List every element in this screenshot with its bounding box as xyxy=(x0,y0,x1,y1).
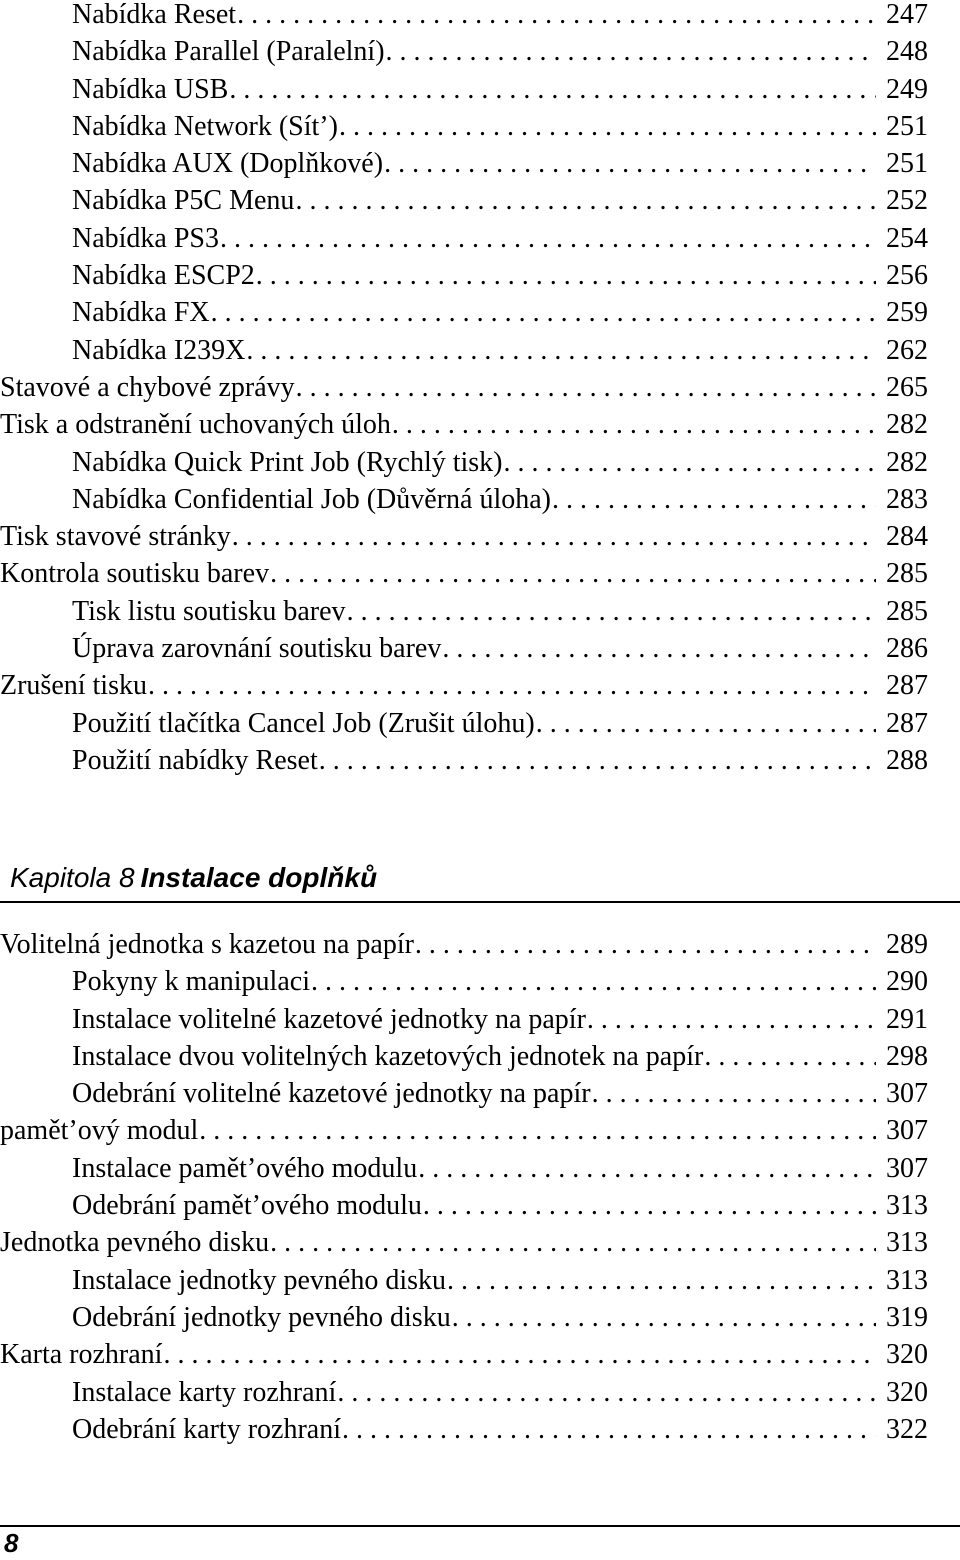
toc-entry[interactable] xyxy=(0,182,928,219)
dot-leader xyxy=(163,1336,876,1373)
toc-entry[interactable] xyxy=(0,1262,928,1299)
dot-leader xyxy=(552,481,876,518)
toc-entry[interactable] xyxy=(0,406,928,443)
toc-entry-page: 291 xyxy=(886,1003,928,1035)
toc-entry[interactable] xyxy=(0,630,928,667)
toc-entry-title: Nabídka Network (Sít’) xyxy=(72,110,338,142)
toc-entry-page: 290 xyxy=(886,966,928,998)
toc-entry-page: 322 xyxy=(886,1413,928,1445)
toc-entry-title: pamět’ový modul xyxy=(0,1115,199,1147)
toc-entry-page: 249 xyxy=(886,73,928,105)
footer-divider xyxy=(0,1525,960,1527)
toc-entry-title: Tisk listu soutisku barev xyxy=(72,595,346,627)
dot-leader xyxy=(237,0,876,33)
toc-entry-title: Stavové a chybové zprávy xyxy=(0,371,295,403)
toc-entry[interactable] xyxy=(0,332,928,369)
dot-leader xyxy=(319,742,876,779)
toc-entry-page: 287 xyxy=(886,707,928,739)
toc-entry-title: Úprava zarovnání soutisku barev xyxy=(72,633,442,665)
toc-entry-page: 307 xyxy=(886,1078,928,1110)
dot-leader xyxy=(447,1262,876,1299)
toc-entry-page: 254 xyxy=(886,222,928,254)
toc-entry[interactable] xyxy=(0,108,928,145)
toc-entry[interactable] xyxy=(0,555,928,592)
toc-entry[interactable] xyxy=(0,294,928,331)
toc-entry-title: Nabídka AUX (Doplňkové) xyxy=(72,148,384,180)
toc-entry-page: 285 xyxy=(886,595,928,627)
toc-entry[interactable] xyxy=(0,1224,928,1261)
dot-leader xyxy=(339,108,876,145)
toc-entry-title: Volitelná jednotka s kazetou na papír xyxy=(0,929,414,960)
toc-entry-page: 320 xyxy=(886,1339,928,1371)
toc-entry-title: Nabídka P5C Menu xyxy=(72,185,295,217)
dot-leader xyxy=(704,1038,876,1075)
toc-entry-title: Instalace jednotky pevného disku xyxy=(72,1264,447,1296)
toc-entry-title: Nabídka ESCP2 xyxy=(72,260,255,292)
dot-leader xyxy=(415,926,876,963)
toc-entry[interactable] xyxy=(0,1411,928,1448)
toc-entry-title: Odebrání pamět’ového modulu xyxy=(72,1190,422,1222)
toc-entry-page: 248 xyxy=(886,36,928,68)
dot-leader xyxy=(311,963,876,1000)
toc-entry-page: 251 xyxy=(886,110,928,142)
toc-entry-title: Nabídka Parallel (Paralelní) xyxy=(72,36,385,68)
toc-entry[interactable] xyxy=(0,1038,928,1075)
toc-entry-page: 320 xyxy=(886,1376,928,1408)
dot-leader xyxy=(211,294,876,331)
dot-leader xyxy=(337,1374,876,1411)
toc-entry-page: 313 xyxy=(886,1264,928,1296)
toc-entry[interactable] xyxy=(0,926,928,963)
toc-entry-page: 247 xyxy=(886,0,928,30)
dot-leader xyxy=(270,555,876,592)
dot-leader xyxy=(296,369,876,406)
dot-leader xyxy=(452,1299,876,1336)
dot-leader xyxy=(232,518,876,555)
dot-leader xyxy=(199,1112,876,1149)
toc-entry-page: 319 xyxy=(886,1301,928,1333)
dot-leader xyxy=(220,220,876,257)
dot-leader xyxy=(504,444,877,481)
dot-leader xyxy=(536,705,876,742)
toc-entry-title: Instalace pamět’ového modulu xyxy=(72,1152,418,1184)
toc-entry-page: 313 xyxy=(886,1227,928,1259)
toc-entry[interactable] xyxy=(0,71,928,108)
toc-entry-title: Nabídka Quick Print Job (Rychlý tisk) xyxy=(72,446,503,478)
toc-entry-title: Zrušení tisku xyxy=(0,670,147,702)
toc-entry[interactable] xyxy=(0,1336,928,1373)
toc-entry[interactable] xyxy=(0,145,928,182)
toc-entry-title: Nabídka FX xyxy=(72,297,210,329)
toc-entry-title: Použití tlačítka Cancel Job (Zrušit úlohu) xyxy=(72,707,535,739)
dot-leader xyxy=(256,257,876,294)
toc-entry-page: 259 xyxy=(886,297,928,329)
toc-entry[interactable] xyxy=(0,705,928,742)
chapter-heading xyxy=(10,858,377,898)
toc-entry-title: Instalace karty rozhraní xyxy=(72,1376,337,1408)
toc-list-bottom xyxy=(0,926,928,1448)
page-number: 8 xyxy=(4,1528,19,1558)
toc-entry-page: 262 xyxy=(886,334,928,366)
toc-entry-title: Tisk stavové stránky xyxy=(0,521,231,553)
dot-leader xyxy=(418,1150,876,1187)
toc-entry[interactable] xyxy=(0,963,928,1000)
dot-leader xyxy=(392,406,876,443)
toc-entry-page: 256 xyxy=(886,260,928,292)
toc-entry-page: 252 xyxy=(886,185,928,217)
toc-entry-page: 286 xyxy=(886,633,928,665)
toc-entry-title: Použití nabídky Reset xyxy=(72,744,318,776)
dot-leader xyxy=(270,1224,876,1261)
dot-leader xyxy=(423,1187,876,1224)
dot-leader xyxy=(442,630,876,667)
toc-entry[interactable] xyxy=(0,257,928,294)
toc-entry-title: Instalace dvou volitelných kazetových jednotek na papír xyxy=(72,1040,704,1072)
toc-entry-title: Nabídka Reset xyxy=(72,0,237,30)
toc-entry-page: 287 xyxy=(886,670,928,702)
toc-entry-page: 285 xyxy=(886,558,928,590)
chapter-divider xyxy=(0,901,960,903)
toc-entry-page: 284 xyxy=(886,521,928,553)
toc-entry-title: Nabídka PS3 xyxy=(72,222,219,254)
toc-entry-title: Odebrání jednotky pevného disku xyxy=(72,1301,451,1333)
dot-leader xyxy=(246,332,876,369)
dot-leader xyxy=(295,182,876,219)
toc-entry-title: Pokyny k manipulaci xyxy=(72,966,310,998)
toc-entry-page: 282 xyxy=(886,409,928,441)
toc-entry[interactable] xyxy=(0,518,928,555)
toc-entry[interactable] xyxy=(0,33,928,70)
dot-leader xyxy=(587,1001,876,1038)
toc-entry-page: 265 xyxy=(886,371,928,403)
toc-entry-title: Jednotka pevného disku xyxy=(0,1227,270,1259)
toc-list-top xyxy=(0,0,928,779)
toc-entry[interactable] xyxy=(0,1299,928,1336)
toc-entry[interactable] xyxy=(0,1374,928,1411)
dot-leader xyxy=(342,1411,876,1448)
chapter-title: Instalace doplňků xyxy=(140,862,378,893)
toc-entry[interactable] xyxy=(0,742,928,779)
toc-entry[interactable] xyxy=(0,1112,928,1149)
dot-leader xyxy=(148,667,876,704)
toc-entry-page: 307 xyxy=(886,1115,928,1147)
toc-entry[interactable] xyxy=(0,1150,928,1187)
toc-entry-page: 283 xyxy=(886,483,928,515)
toc-entry[interactable] xyxy=(0,481,928,518)
toc-entry-page: 298 xyxy=(886,1040,928,1072)
toc-entry-page: 282 xyxy=(886,446,928,478)
dot-leader xyxy=(592,1075,876,1112)
toc-entry-title: Odebrání volitelné kazetové jednotky na papír xyxy=(72,1078,591,1110)
toc-entry[interactable] xyxy=(0,667,928,704)
toc-entry-title: Karta rozhraní xyxy=(0,1339,163,1371)
toc-entry-title: Nabídka I239X xyxy=(72,334,246,366)
toc-entry[interactable] xyxy=(0,444,928,481)
toc-entry[interactable] xyxy=(0,220,928,257)
toc-entry-page: 307 xyxy=(886,1152,928,1184)
dot-leader xyxy=(229,71,876,108)
toc-entry[interactable] xyxy=(0,1075,928,1112)
toc-entry-page: 288 xyxy=(886,744,928,776)
toc-entry[interactable] xyxy=(0,0,928,33)
toc-entry-title: Odebrání karty rozhraní xyxy=(72,1413,341,1445)
dot-leader xyxy=(386,33,876,70)
toc-entry[interactable] xyxy=(0,1187,928,1224)
toc-entry[interactable] xyxy=(0,593,928,630)
toc-entry-page: 289 xyxy=(886,929,928,960)
chapter-label: Kapitola 8 xyxy=(10,862,135,893)
toc-entry-title: Tisk a odstranění uchovaných úloh xyxy=(0,409,391,441)
toc-entry-title: Instalace volitelné kazetové jednotky na papír xyxy=(72,1003,586,1035)
toc-entry-title: Nabídka USB xyxy=(72,73,229,105)
dot-leader xyxy=(347,593,876,630)
toc-entry[interactable] xyxy=(0,1001,928,1038)
toc-entry[interactable] xyxy=(0,369,928,406)
toc-entry-page: 313 xyxy=(886,1190,928,1222)
toc-entry-page: 251 xyxy=(886,148,928,180)
toc-entry-title: Kontrola soutisku barev xyxy=(0,558,270,590)
dot-leader xyxy=(384,145,876,182)
toc-entry-title: Nabídka Confidential Job (Důvěrná úloha) xyxy=(72,483,551,515)
